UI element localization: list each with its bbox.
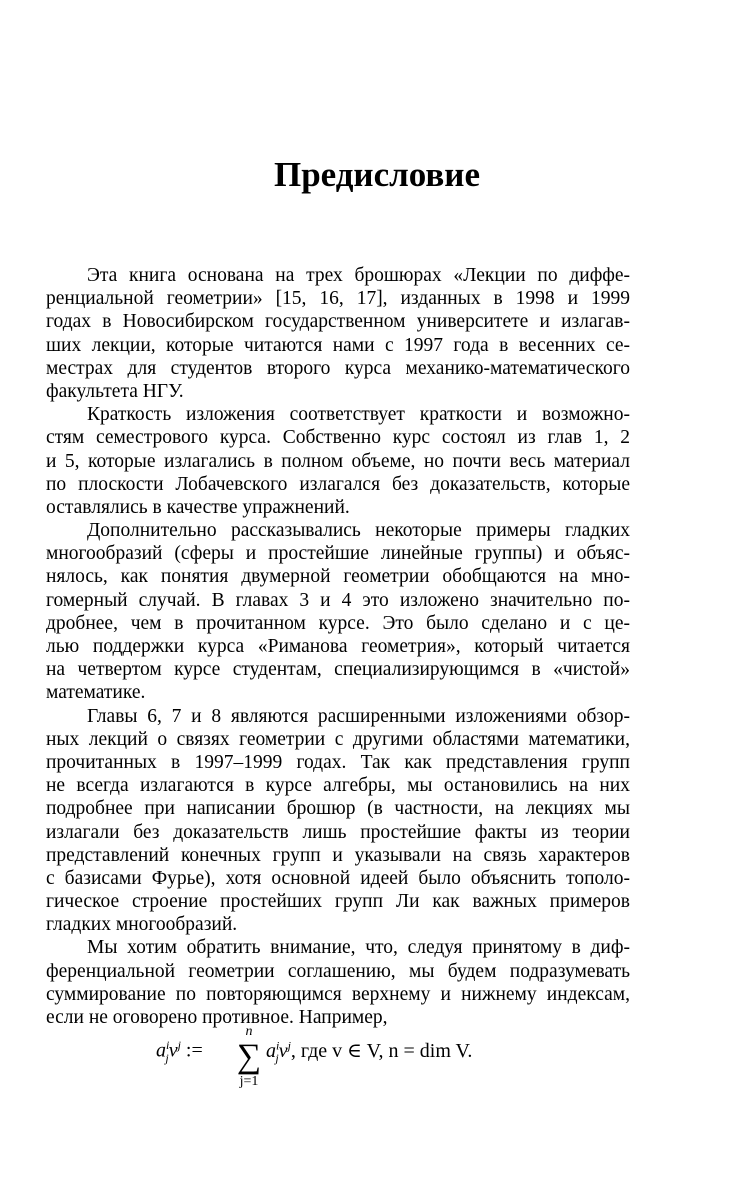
text-line: представлений конечных групп и указывали на связь характеров — [46, 844, 630, 866]
formula-lhs — [156, 1038, 203, 1066]
text-line: ренциальной геометрии» [15, 16, 17], изданных в 1998 и 1999 — [46, 288, 630, 310]
text-line: Главы 6, 7 и 8 являются расширенными изложениями обзор- — [87, 705, 630, 727]
text-line: не всегда излагаются в курсе алгебры, мы остановились на них — [46, 775, 630, 797]
sum-symbol: ∑ — [236, 1038, 262, 1075]
text-line: прочитанных в 1997–1999 годах. Так как представления групп — [46, 751, 630, 773]
sum-lower-limit: j=1 — [239, 1074, 259, 1089]
text-line: гладких многообразий. — [46, 914, 238, 936]
text-line: Мы хотим обратить внимание, что, следуя принятому в диф- — [87, 937, 630, 959]
formula-rhs-a: a — [266, 1040, 276, 1062]
text-line: Дополнительно рассказывались некоторые примеры гладких — [87, 520, 630, 542]
text-line: оставлялись в качестве упражнений. — [46, 496, 350, 518]
formula-assign: := — [180, 1039, 203, 1062]
text-line: местрах для студентов второго курса механико-математического — [46, 357, 630, 379]
text-line: и 5, которые излагались в полном объеме, но почти весь материал — [46, 450, 630, 472]
sum-upper-limit: n — [245, 1024, 253, 1039]
text-line: с базисами Фурье), хотя основной идеей было объяснить тополо- — [46, 867, 630, 889]
text-line: стям семестрового курса. Собственно курс состоял из глав 1, 2 — [46, 427, 630, 449]
text-line: многообразий (сферы и простейшие линейные группы) и объяс- — [46, 543, 630, 565]
text-line: дробнее, чем в прочитанном курсе. Это было сделано и с це- — [46, 612, 630, 634]
text-line: излагали без доказательств лишь простейшие факты из теории — [46, 821, 630, 843]
page-title: Предисловие — [273, 155, 481, 194]
formula-lhs-a: a — [156, 1039, 166, 1062]
formula-tail: , где v ∈ V, n = dim V. — [290, 1040, 473, 1062]
text-line: ных лекций о связях геометрии с другими областями математики, — [46, 728, 630, 750]
formula-lhs-v-sup: j — [177, 1038, 181, 1052]
text-line: ференциальной геометрии соглашению, мы будем подразумевать — [46, 960, 630, 982]
text-line: нялось, как понятия двумерной геометрии обобщаются на мно- — [46, 566, 630, 588]
text-line: ших лекции, которые читаются нами с 1997 года в весенних се- — [46, 334, 630, 356]
formula-rhs-v-sup: j — [287, 1038, 291, 1053]
text-line: по плоскости Лобачевского излагался без доказательств, которые — [46, 473, 630, 495]
text-line: факультета НГУ. — [46, 380, 184, 402]
text-line: суммирование по повторяющимся верхнему и нижнему индексам, — [46, 983, 630, 1005]
text-line: на четвертом курсе студентам, специализирующимся в «чистой» — [46, 659, 630, 681]
formula-lhs-sub: j — [165, 1050, 169, 1065]
text-line: Эта книга основана на трех брошюрах «Лекции по диффе- — [87, 265, 630, 286]
formula-rhs — [266, 1038, 472, 1066]
formula-rhs-sup: i — [276, 1038, 280, 1053]
body-text — [46, 264, 630, 1029]
formula-lhs-v: v — [168, 1039, 178, 1062]
text-line: подробнее при написании брошюр (в частности, на лекциях мы — [46, 798, 630, 820]
formula-lhs-sup: i — [166, 1038, 170, 1052]
formula-rhs-v: v — [278, 1040, 288, 1062]
sum-operator — [232, 1024, 266, 1090]
text-line: лью поддержки курса «Риманова геометрия», который читается — [46, 636, 630, 657]
text-line: гическое строение простейших групп Ли как важных примеров — [46, 891, 630, 913]
text-line: математике. — [46, 682, 146, 704]
formula — [0, 1024, 754, 1094]
formula-rhs-sub: j — [275, 1051, 279, 1065]
text-line: если не оговорено противное. Например, — [46, 1007, 388, 1028]
text-line: годах в Новосибирском государственном университете и излагав- — [46, 311, 630, 333]
text-line: гомерный случай. В главах 3 и 4 это изложено значительно по- — [46, 589, 630, 611]
text-line: Краткость изложения соответствует краткости и возможно- — [87, 404, 630, 426]
